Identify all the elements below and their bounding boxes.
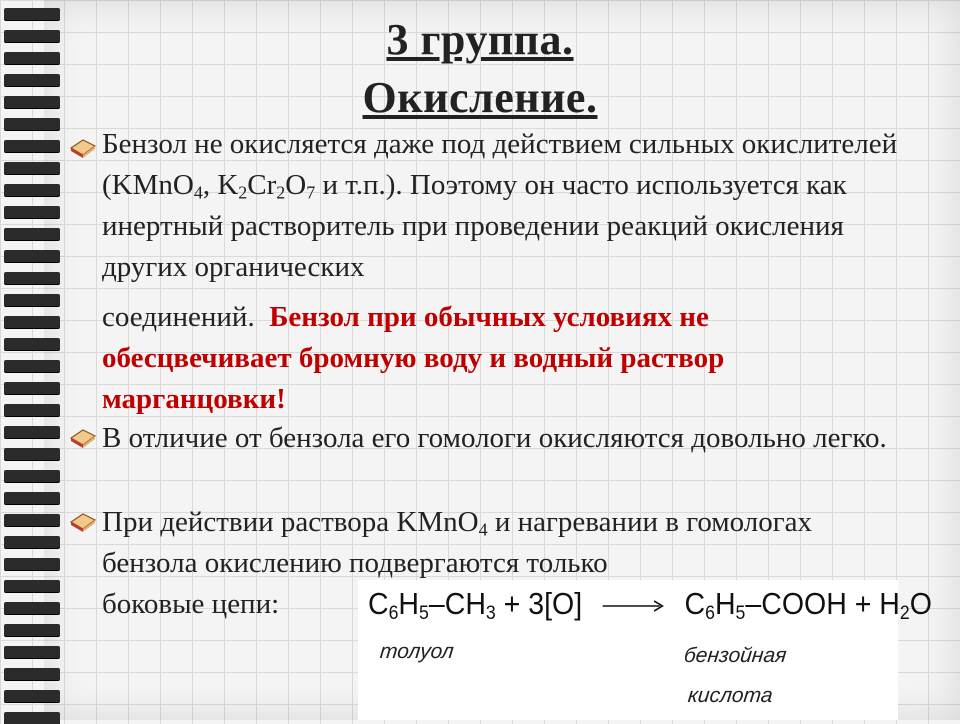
reaction-equation [368,586,932,622]
p1-text-e: и т.п.). Поэтому он часто используется как инертный растворитель при проведении реакций окисления других органических [102,169,847,283]
label-toluene: толуол [378,640,455,663]
spiral-ring [4,316,60,328]
eq-right-s1: 6 [705,602,715,624]
spiral-ring [4,338,60,350]
spiral-ring [4,492,60,504]
p1-sub-d: 7 [306,182,316,203]
eq-left-a: C [368,586,389,621]
p3-sub-a: 4 [478,519,488,540]
spiral-ring [4,250,60,262]
reaction-equation-image [358,580,932,720]
eq-right-d: O [909,586,932,621]
eq-left-c: –CH [428,586,486,621]
spiral-ring [4,580,60,592]
paragraph-benzene-highlight [102,297,902,420]
p1-sub-c: 2 [276,182,286,203]
eq-right-s2: 5 [735,602,746,624]
eq-left-b: H [398,586,420,621]
reaction-arrow-icon [601,599,665,613]
spiral-ring [4,448,60,460]
spiral-ring [4,162,60,174]
eq-left-s2: 5 [419,602,429,624]
spiral-ring [4,646,60,658]
eq-right-b: H [714,586,736,621]
eq-left-s1: 6 [388,602,399,624]
slide-title-line1: 3 группа. [386,15,574,64]
book-bullet-icon [68,508,98,534]
eq-right-a: C [684,586,706,621]
p1-text-d: O [285,169,307,201]
p3-text-c: боковые цепи: [102,588,280,620]
paragraph-side-chains-end [102,584,352,625]
paragraph-benzene-oxidation [102,124,902,288]
spiral-ring [4,602,60,614]
spiral-ring [4,470,60,482]
spiral-ring [4,140,60,152]
spiral-ring [4,382,60,394]
spiral-ring [4,206,60,218]
spiral-ring [4,184,60,196]
spiral-ring [4,536,60,548]
p1-text-a: Бензол не окисляется даже под действием сильных окислителей (KMnO [102,128,898,201]
book-bullet-icon [68,134,98,160]
p1-sub-b: 2 [238,182,248,203]
p1-text-b: , K [202,169,239,201]
eq-left-s3: 3 [485,602,496,624]
p1-text-f: соединений. [102,301,255,333]
spiral-ring [4,294,60,306]
eq-right-c: –COOH + H [745,586,900,621]
spiral-ring [4,426,60,438]
spiral-ring [4,404,60,416]
spiral-ring [4,360,60,372]
spiral-ring [4,690,60,702]
spiral-ring [4,668,60,680]
label-benzoic-2: кислота [686,684,774,707]
eq-left-d: + 3[O] [495,586,583,621]
p1-sub-a: 4 [193,182,203,203]
spiral-ring [4,624,60,636]
paragraph-homologs [102,418,902,459]
spiral-ring [4,712,60,724]
p3-text-a: При действии раствора KMnO [102,506,479,538]
p1-text-c: Cr [247,169,277,201]
spiral-ring [4,558,60,570]
spiral-ring [4,514,60,526]
spiral-ring [4,272,60,284]
p3-text-b: и нагревании в гомологах бензола окислению подвергаются только [102,506,813,579]
spiral-ring [4,228,60,240]
paragraph-side-chains [102,502,902,584]
eq-right-s3: 2 [899,602,910,624]
label-benzoic-1: бензойная [682,644,788,667]
book-bullet-icon [68,424,98,450]
slide-title-line2: Окисление. [362,73,598,122]
p2-text: В отличие от бензола его гомологи окисляются довольно легко. [102,422,887,454]
warning-text: Бензол при обычных условиях не обесцвечивает бромную воду и водный раствор марганцовки! [102,301,725,415]
